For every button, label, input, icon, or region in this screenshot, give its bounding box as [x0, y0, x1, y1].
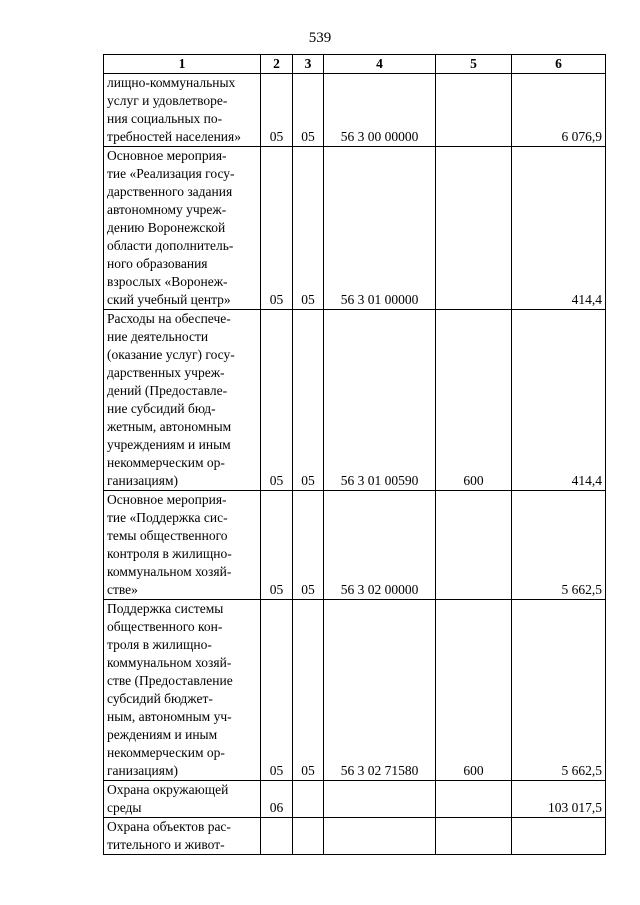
row-name-line: области дополнитель-	[107, 238, 234, 253]
col-header-1: 1	[104, 55, 261, 74]
row-subsection-code	[293, 781, 324, 818]
row-name-line: автономному учреж-	[107, 202, 227, 217]
row-expense-type: 600	[436, 600, 512, 781]
row-name-line: ние субсидий бюд-	[107, 401, 216, 416]
row-name-line: тие «Реализация госу-	[107, 166, 235, 181]
row-subsection-code	[293, 818, 324, 855]
row-section-code	[261, 818, 293, 855]
row-target-article: 56 3 02 00000	[324, 491, 436, 600]
row-name-line: Основное мероприя-	[107, 148, 227, 163]
row-name-line: некоммерческим ор-	[107, 455, 225, 470]
col-header-5: 5	[436, 55, 512, 74]
row-name-line: коммунальном хозяй-	[107, 564, 232, 579]
row-name	[104, 781, 261, 818]
row-name-line: стве»	[107, 582, 138, 597]
row-name-line: общественного кон-	[107, 619, 223, 634]
row-name-line: ния социальных по-	[107, 111, 223, 126]
table-row	[104, 74, 606, 147]
row-name-line: Основное мероприя-	[107, 492, 227, 507]
row-name	[104, 600, 261, 781]
row-expense-type	[436, 74, 512, 147]
row-target-article	[324, 818, 436, 855]
row-section-code: 06	[261, 781, 293, 818]
row-name-line: стве (Предоставление	[107, 673, 233, 688]
row-name-line: взрослых «Воронеж-	[107, 274, 228, 289]
row-amount	[512, 818, 606, 855]
row-section-code: 05	[261, 310, 293, 491]
row-subsection-code: 05	[293, 147, 324, 310]
table-row	[104, 781, 606, 818]
row-name-line: Охрана окружающей	[107, 782, 229, 797]
row-name-line: троля в жилищно-	[107, 637, 212, 652]
row-name-line: контроля в жилищно-	[107, 546, 232, 561]
row-name-line: услуг и удовлетворе-	[107, 93, 228, 108]
row-name	[104, 818, 261, 855]
row-amount: 103 017,5	[512, 781, 606, 818]
row-name-line: Поддержка системы	[107, 601, 224, 616]
row-amount: 6 076,9	[512, 74, 606, 147]
row-target-article	[324, 781, 436, 818]
col-header-4: 4	[324, 55, 436, 74]
row-subsection-code: 05	[293, 600, 324, 781]
row-name-line: (оказание услуг) госу-	[107, 347, 235, 362]
row-name-line: тие «Поддержка сис-	[107, 510, 228, 525]
row-name-line: жетным, автономным	[107, 419, 232, 434]
row-name-line: коммунальном хозяй-	[107, 655, 232, 670]
row-name-line: тительного и живот-	[107, 837, 225, 852]
table-row	[104, 491, 606, 600]
row-amount: 414,4	[512, 310, 606, 491]
row-name-line: субсидий бюджет-	[107, 691, 213, 706]
row-target-article: 56 3 00 00000	[324, 74, 436, 147]
row-expense-type	[436, 147, 512, 310]
row-name	[104, 491, 261, 600]
row-expense-type	[436, 491, 512, 600]
row-name-line: требностей населения»	[107, 129, 241, 144]
row-section-code: 05	[261, 600, 293, 781]
row-name	[104, 147, 261, 310]
row-name-line: дарственного задания	[107, 184, 233, 199]
row-name-line: реждениям и иным	[107, 727, 218, 742]
row-subsection-code: 05	[293, 74, 324, 147]
row-target-article: 56 3 02 71580	[324, 600, 436, 781]
row-name-line: дению Воронежской	[107, 220, 226, 235]
row-name-line: учреждениям и иным	[107, 437, 231, 452]
row-name-line: дарственных учреж-	[107, 365, 225, 380]
row-amount: 5 662,5	[512, 600, 606, 781]
row-name-line: среды	[107, 800, 142, 815]
row-name-line: некоммерческим ор-	[107, 745, 225, 760]
row-expense-type	[436, 818, 512, 855]
row-name-line: ганизациям)	[107, 763, 179, 778]
row-expense-type: 600	[436, 310, 512, 491]
row-expense-type	[436, 781, 512, 818]
col-header-2: 2	[261, 55, 293, 74]
row-name	[104, 310, 261, 491]
row-name-line: дений (Предоставле-	[107, 383, 228, 398]
row-name-line: Охрана объектов рас-	[107, 819, 231, 834]
row-name-line: лищно-коммунальных	[107, 75, 236, 90]
row-subsection-code: 05	[293, 491, 324, 600]
row-name-line: ский учебный центр»	[107, 292, 231, 307]
row-section-code: 05	[261, 74, 293, 147]
row-name-line: ние деятельности	[107, 329, 209, 344]
table-row	[104, 310, 606, 491]
row-name-line: Расходы на обеспече-	[107, 311, 231, 326]
row-amount: 5 662,5	[512, 491, 606, 600]
row-name	[104, 74, 261, 147]
col-header-3: 3	[293, 55, 324, 74]
table-header-row	[104, 55, 606, 74]
row-subsection-code: 05	[293, 310, 324, 491]
table-row	[104, 600, 606, 781]
row-section-code: 05	[261, 491, 293, 600]
row-name-line: ным, автономным уч-	[107, 709, 232, 724]
col-header-6: 6	[512, 55, 606, 74]
page-number: 539	[308, 30, 332, 46]
row-target-article: 56 3 01 00000	[324, 147, 436, 310]
row-target-article: 56 3 01 00590	[324, 310, 436, 491]
budget-table	[103, 54, 606, 855]
row-name-line: темы общественного	[107, 528, 228, 543]
row-name-line: ганизациям)	[107, 473, 179, 488]
row-name-line: ного образования	[107, 256, 208, 271]
row-amount: 414,4	[512, 147, 606, 310]
table-row	[104, 818, 606, 855]
table-row	[104, 147, 606, 310]
row-section-code: 05	[261, 147, 293, 310]
